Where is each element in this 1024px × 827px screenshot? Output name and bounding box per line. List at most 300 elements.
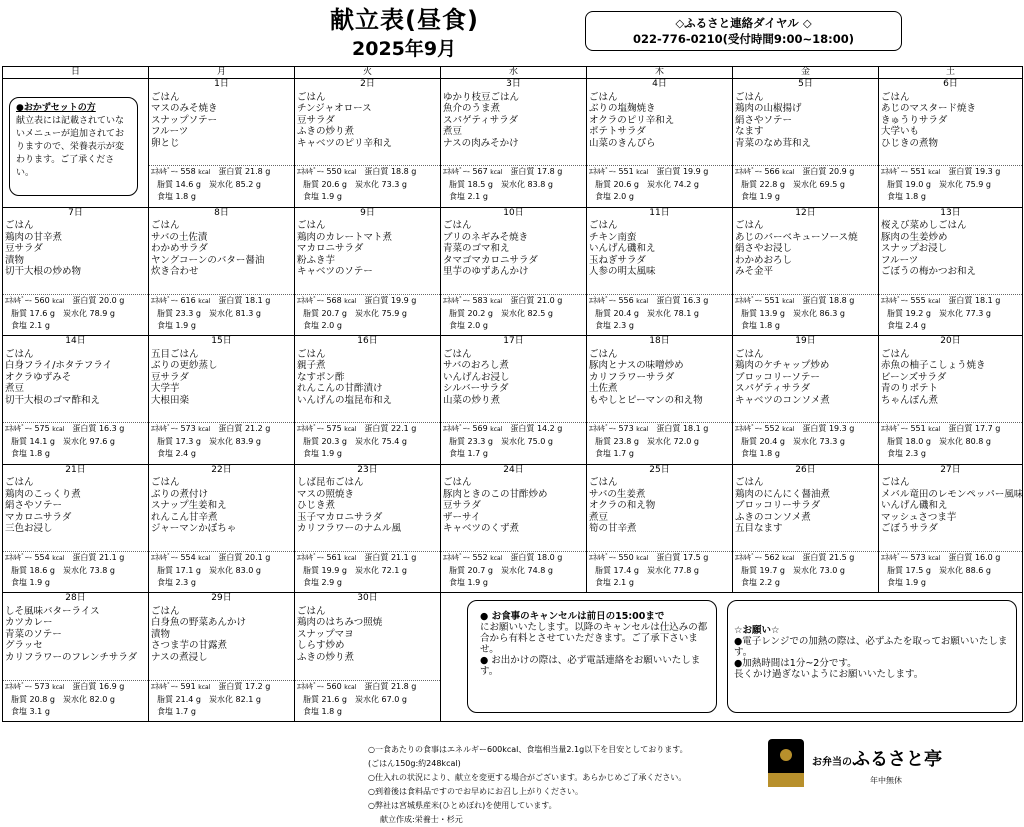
menu-item: ザーサイ bbox=[443, 511, 481, 523]
gram-unit: g bbox=[703, 552, 709, 562]
nutrition-line bbox=[443, 320, 586, 332]
menu-item: きゅうりサラダ bbox=[881, 114, 948, 126]
menu-cell bbox=[733, 92, 879, 166]
carb-label: 炭水化 bbox=[354, 694, 379, 704]
gram-unit: g bbox=[195, 437, 201, 447]
menu-item: ゆかり枝豆ごはん bbox=[443, 91, 520, 103]
carb-label: 炭水化 bbox=[62, 694, 87, 704]
fat-value: 18.0 bbox=[905, 437, 924, 447]
footer-line: ○弊社は宮城県産米(ひとめぼれ)を使用しています。 bbox=[368, 801, 557, 810]
salt-label: 食塩 bbox=[11, 706, 27, 716]
nutrition-line: ｴﾈﾙｷﾞｰ- 568 kcal 蛋白質 19.9 g bbox=[297, 295, 417, 305]
energy-value: 552 bbox=[764, 424, 780, 434]
energy-label: ｴﾈﾙｷﾞｰ bbox=[297, 167, 321, 177]
menu-cell bbox=[441, 349, 587, 423]
gram-unit: g bbox=[119, 681, 125, 691]
salt-label: 食塩 bbox=[449, 449, 465, 459]
gram-unit: g bbox=[49, 308, 55, 318]
menu-item: ごはん bbox=[297, 348, 326, 360]
nutrition-cell bbox=[879, 294, 1023, 335]
menu-item: 豆サラダ bbox=[5, 243, 43, 255]
carb-value: 97.6 bbox=[89, 437, 108, 447]
salt-label: 食塩 bbox=[741, 192, 757, 202]
kcal-unit: kcal bbox=[198, 169, 211, 177]
nutrition-line bbox=[443, 436, 586, 448]
protein-value: 18.0 bbox=[536, 552, 555, 562]
carb-label: 炭水化 bbox=[646, 308, 671, 318]
menu-item: ごはん bbox=[151, 220, 180, 232]
menu-item: カツカレー bbox=[5, 617, 53, 629]
menu-item: 白身フライ/ホタテフライ bbox=[5, 360, 113, 372]
menu-cell bbox=[733, 220, 879, 294]
nutrition-line bbox=[589, 448, 732, 460]
gram-unit: g bbox=[779, 180, 785, 190]
protein-label: 蛋白質 bbox=[510, 167, 535, 177]
nutrition-line bbox=[881, 436, 1022, 448]
gram-unit: g bbox=[995, 295, 1001, 305]
gram-unit: g bbox=[44, 577, 50, 587]
kcal-unit: kcal bbox=[490, 169, 503, 177]
request-line-2: ●加熱時間は1分~2分です。 bbox=[734, 658, 857, 669]
nutrition-line: ｴﾈﾙｷﾞｰ- 573 kcal 蛋白質 16.0 g bbox=[881, 552, 1001, 562]
nutrition-line bbox=[589, 436, 732, 448]
fat-value: 19.2 bbox=[905, 308, 924, 318]
menu-cell bbox=[733, 477, 879, 551]
carb-value: 73.3 bbox=[381, 180, 400, 190]
protein-value: 20.0 bbox=[98, 295, 117, 305]
fat-label: 脂質 bbox=[157, 180, 173, 190]
carb-label: 炭水化 bbox=[62, 437, 87, 447]
gram-unit: g bbox=[411, 552, 417, 562]
energy-label: ｴﾈﾙｷﾞｰ bbox=[297, 552, 321, 562]
carb-label: 炭水化 bbox=[500, 565, 525, 575]
kcal-unit: kcal bbox=[52, 683, 65, 691]
gram-unit: g bbox=[119, 552, 125, 562]
nutrition-cell bbox=[149, 551, 295, 592]
nutrition-line bbox=[589, 308, 732, 320]
carb-label: 炭水化 bbox=[208, 565, 233, 575]
nutrition-line: ｴﾈﾙｷﾞｰ- 551 kcal 蛋白質 18.8 g bbox=[735, 295, 855, 305]
menu-item: タマゴマカロニサラダ bbox=[443, 254, 538, 266]
protein-label: 蛋白質 bbox=[656, 167, 681, 177]
energy-label: ｴﾈﾙｷﾞｰ bbox=[5, 424, 29, 434]
nutrition-line bbox=[5, 565, 148, 577]
nutrition-row bbox=[3, 551, 1023, 592]
nutrition-line: ｴﾈﾙｷﾞｰ- 573 kcal 蛋白質 18.1 g bbox=[589, 424, 709, 434]
menu-item: 三色お浸し bbox=[5, 523, 53, 535]
salt-label: 食塩 bbox=[449, 192, 465, 202]
salt-value: 1.7 bbox=[175, 706, 189, 716]
protein-label: 蛋白質 bbox=[948, 424, 973, 434]
carb-value: 73.0 bbox=[819, 565, 838, 575]
gram-unit: g bbox=[190, 449, 196, 459]
nutrition-line bbox=[881, 565, 1022, 577]
energy-value: 583 bbox=[472, 295, 488, 305]
nutrition-cell bbox=[3, 551, 149, 592]
gram-unit: g bbox=[44, 320, 50, 330]
menu-item: カリフラワーのナムル風 bbox=[297, 523, 402, 535]
protein-value: 19.9 bbox=[390, 295, 409, 305]
menu-item: 筍の甘辛煮 bbox=[589, 523, 637, 535]
gram-unit: g bbox=[547, 308, 553, 318]
salt-label: 食塩 bbox=[11, 577, 27, 587]
nutrition-line: ｴﾈﾙｷﾞｰ- 558 kcal 蛋白質 21.8 g bbox=[151, 167, 271, 177]
fat-value: 20.8 bbox=[29, 694, 48, 704]
menu-item: 鶏肉のケチャップ炒め bbox=[735, 360, 830, 372]
salt-label: 食塩 bbox=[157, 449, 173, 459]
gram-unit: g bbox=[401, 180, 407, 190]
date-row bbox=[3, 464, 1023, 477]
protein-value: 18.8 bbox=[828, 295, 847, 305]
kcal-unit: kcal bbox=[344, 297, 357, 305]
kcal-unit: kcal bbox=[198, 554, 211, 562]
carb-label: 炭水化 bbox=[646, 437, 671, 447]
gram-unit: g bbox=[633, 308, 639, 318]
menu-item: サバの生姜煮 bbox=[589, 488, 646, 500]
carb-value: 78.1 bbox=[673, 308, 692, 318]
energy-value: 550 bbox=[326, 167, 342, 177]
nutrition-cell bbox=[879, 551, 1023, 592]
menu-item: チンジャオロース bbox=[297, 103, 372, 115]
menu-cell bbox=[587, 92, 733, 166]
date-row bbox=[3, 207, 1023, 220]
menu-item: ひじきの煮物 bbox=[881, 137, 939, 149]
nutrition-line bbox=[443, 308, 586, 320]
salt-value: 1.9 bbox=[905, 577, 919, 587]
gram-unit: g bbox=[693, 308, 699, 318]
nutrition-row bbox=[3, 423, 1023, 464]
kcal-unit: kcal bbox=[636, 554, 649, 562]
gram-unit: g bbox=[779, 308, 785, 318]
footer-notes bbox=[368, 743, 688, 827]
carb-value: 77.8 bbox=[673, 565, 692, 575]
day-number: 21日 bbox=[3, 464, 149, 477]
gram-unit: g bbox=[779, 565, 785, 575]
gram-unit: g bbox=[849, 552, 855, 562]
menu-item: ふきの炒り煮 bbox=[297, 126, 355, 138]
gram-unit: g bbox=[401, 694, 407, 704]
page-subtitle: 2025年9月 bbox=[352, 38, 457, 60]
nutrition-line bbox=[881, 448, 1022, 460]
gram-unit: g bbox=[557, 167, 563, 177]
day-number: 3日 bbox=[441, 78, 587, 91]
salt-label: 食塩 bbox=[741, 577, 757, 587]
carb-value: 74.8 bbox=[527, 565, 546, 575]
nutrition-line bbox=[881, 577, 1022, 589]
gram-unit: g bbox=[995, 167, 1001, 177]
kcal-unit: kcal bbox=[52, 426, 65, 434]
carb-value: 80.8 bbox=[965, 437, 984, 447]
gram-unit: g bbox=[703, 295, 709, 305]
weekday-header: 月 bbox=[149, 67, 295, 79]
energy-value: 551 bbox=[910, 424, 926, 434]
nutrition-line bbox=[151, 577, 294, 589]
salt-value: 1.8 bbox=[905, 192, 919, 202]
gram-unit: g bbox=[482, 320, 488, 330]
nutrition-line: ｴﾈﾙｷﾞｰ- 573 kcal 蛋白質 16.9 g bbox=[5, 681, 125, 691]
nutrition-line bbox=[443, 448, 586, 460]
carb-label: 炭水化 bbox=[208, 180, 233, 190]
menu-item: カリフラワーのフレンチサラダ bbox=[5, 651, 138, 663]
carb-value: 82.5 bbox=[527, 308, 546, 318]
day-number: 8日 bbox=[149, 207, 295, 220]
day-number: 22日 bbox=[149, 464, 295, 477]
energy-label: ｴﾈﾙｷﾞｰ bbox=[443, 167, 467, 177]
menu-item: みそ金平 bbox=[735, 266, 774, 278]
menu-item: メバル竜田のレモンペッパー風味 bbox=[881, 488, 1024, 500]
gram-unit: g bbox=[633, 180, 639, 190]
protein-value: 17.7 bbox=[974, 424, 993, 434]
carb-label: 炭水化 bbox=[646, 565, 671, 575]
salt-value: 1.9 bbox=[467, 577, 481, 587]
salt-label: 食塩 bbox=[303, 320, 319, 330]
menu-item: キャベツのコンソメ煮 bbox=[735, 394, 830, 406]
kcal-unit: kcal bbox=[344, 554, 357, 562]
menu-item: 玉子マカロニサラダ bbox=[297, 511, 383, 523]
menu-item: 人参の明太風味 bbox=[589, 266, 656, 278]
contact-phone[interactable]: 022-776-0210(受付時間9:00~18:00) bbox=[633, 32, 854, 46]
protein-value: 20.9 bbox=[828, 167, 847, 177]
gram-unit: g bbox=[190, 192, 196, 202]
fat-label: 脂質 bbox=[595, 180, 611, 190]
nutrition-line bbox=[5, 694, 148, 706]
menu-item: ごはん bbox=[735, 91, 764, 103]
footer-line: ○仕入れの状況により、献立を変更する場合がございます。あらかじめご了承ください。 bbox=[368, 773, 687, 782]
menu-item: ブロッコリーサラダ bbox=[735, 500, 821, 512]
protein-value: 21.1 bbox=[98, 552, 117, 562]
carb-label: 炭水化 bbox=[62, 565, 87, 575]
menu-item: スナップソテー bbox=[151, 114, 218, 126]
menu-item: サバのおろし煮 bbox=[443, 360, 509, 372]
energy-value: 554 bbox=[34, 552, 50, 562]
carb-value: 73.3 bbox=[819, 437, 838, 447]
gram-unit: g bbox=[255, 180, 261, 190]
day-number: 20日 bbox=[879, 336, 1023, 349]
gram-unit: g bbox=[411, 295, 417, 305]
gram-unit: g bbox=[628, 577, 634, 587]
carb-label: 炭水化 bbox=[208, 437, 233, 447]
menu-item: ぶりの煮付け bbox=[151, 488, 209, 500]
gram-unit: g bbox=[49, 565, 55, 575]
menu-cell bbox=[441, 220, 587, 294]
gram-unit: g bbox=[190, 577, 196, 587]
nutrition-line bbox=[589, 320, 732, 332]
fat-label: 脂質 bbox=[449, 437, 465, 447]
menu-item: 粉ふき芋 bbox=[297, 254, 336, 266]
nutrition-line: ｴﾈﾙｷﾞｰ- 552 kcal 蛋白質 18.0 g bbox=[443, 552, 563, 562]
gram-unit: g bbox=[487, 565, 493, 575]
nutrition-line bbox=[443, 191, 586, 203]
menu-item: 青のりポテト bbox=[881, 383, 939, 395]
menu-item: ごはん bbox=[589, 348, 618, 360]
energy-value: 562 bbox=[764, 552, 780, 562]
fat-value: 21.6 bbox=[321, 694, 340, 704]
gram-unit: g bbox=[109, 565, 115, 575]
menu-item: スナップお浸し bbox=[881, 243, 948, 255]
day-number: 30日 bbox=[295, 593, 441, 606]
carb-label: 炭水化 bbox=[62, 308, 87, 318]
menu-cell bbox=[879, 477, 1023, 551]
day-number: 13日 bbox=[879, 207, 1023, 220]
menu-item: 鶏肉のこっくり煮 bbox=[5, 488, 81, 500]
gram-unit: g bbox=[487, 308, 493, 318]
protein-value: 18.1 bbox=[974, 295, 993, 305]
fat-label: 脂質 bbox=[595, 308, 611, 318]
energy-value: 551 bbox=[618, 167, 634, 177]
menu-item: 豆サラダ bbox=[151, 371, 189, 383]
kcal-unit: kcal bbox=[928, 426, 941, 434]
footer-line: 献立作成:栄養士・杉元 bbox=[380, 815, 463, 824]
menu-item: ごはん bbox=[297, 605, 326, 617]
menu-item: れんこん甘辛煮 bbox=[151, 511, 218, 523]
menu-item: 漬物 bbox=[151, 628, 171, 640]
menu-item: 豚肉の生姜炒め bbox=[881, 231, 948, 243]
nutrition-line bbox=[297, 694, 440, 706]
day-number: 23日 bbox=[295, 464, 441, 477]
kcal-unit: kcal bbox=[198, 426, 211, 434]
menu-item: ブロッコリーソテー bbox=[735, 371, 820, 383]
menu-item: 煮豆 bbox=[589, 511, 609, 523]
nutrition-line bbox=[5, 308, 148, 320]
gram-unit: g bbox=[265, 552, 271, 562]
fat-label: 脂質 bbox=[741, 437, 757, 447]
carb-value: 81.3 bbox=[235, 308, 254, 318]
fat-value: 19.7 bbox=[759, 565, 778, 575]
fat-label: 脂質 bbox=[449, 180, 465, 190]
menu-item: 鶏肉のはちみつ照焼 bbox=[297, 617, 383, 629]
fat-label: 脂質 bbox=[887, 180, 903, 190]
menu-item: 絹さやソテー bbox=[735, 114, 793, 126]
nutrition-line bbox=[151, 706, 294, 718]
nutrition-cell bbox=[149, 680, 295, 721]
nutrition-line: ｴﾈﾙｷﾞｰ- 552 kcal 蛋白質 19.3 g bbox=[735, 424, 855, 434]
brand-logo bbox=[768, 739, 944, 799]
energy-value: 573 bbox=[180, 424, 196, 434]
protein-value: 17.8 bbox=[536, 167, 555, 177]
fat-label: 脂質 bbox=[741, 308, 757, 318]
gram-unit: g bbox=[779, 437, 785, 447]
nutrition-cell bbox=[295, 294, 441, 335]
day-number: 29日 bbox=[149, 593, 295, 606]
menu-item: れんこんの甘酢漬け bbox=[297, 383, 383, 395]
menu-item: 豆サラダ bbox=[443, 500, 481, 512]
energy-value: 569 bbox=[472, 424, 488, 434]
salt-label: 食塩 bbox=[449, 320, 465, 330]
energy-value: 560 bbox=[326, 681, 342, 691]
menu-cell bbox=[879, 92, 1023, 166]
menu-item: 山菜の炒り煮 bbox=[443, 394, 501, 406]
menu-item: 豆サラダ bbox=[297, 114, 335, 126]
fat-value: 14.6 bbox=[175, 180, 194, 190]
energy-label: ｴﾈﾙｷﾞｰ bbox=[297, 295, 321, 305]
protein-value: 19.3 bbox=[974, 167, 993, 177]
footer-line: ○一食あたりの食事はエネルギー600kcal、食塩相当量2.1g以下を目安としております。 bbox=[368, 745, 688, 754]
fat-label: 脂質 bbox=[887, 437, 903, 447]
nutrition-line bbox=[589, 191, 732, 203]
energy-value: 550 bbox=[618, 552, 634, 562]
menu-item: ごはん bbox=[589, 220, 618, 232]
menu-cell bbox=[295, 349, 441, 423]
menu-cell bbox=[3, 349, 149, 423]
salt-value: 1.9 bbox=[321, 192, 335, 202]
fat-value: 20.3 bbox=[321, 437, 340, 447]
menu-item: ごはん bbox=[881, 477, 910, 489]
carb-value: 74.2 bbox=[673, 180, 692, 190]
nutrition-line bbox=[589, 179, 732, 191]
gram-unit: g bbox=[995, 552, 1001, 562]
gram-unit: g bbox=[487, 180, 493, 190]
gram-unit: g bbox=[839, 180, 845, 190]
salt-label: 食塩 bbox=[157, 192, 173, 202]
fat-value: 21.4 bbox=[175, 694, 194, 704]
logo-subtext: 年中無休 bbox=[870, 776, 902, 785]
nutrition-line bbox=[735, 320, 878, 332]
nutrition-line bbox=[589, 565, 732, 577]
menu-item: マッシュさつま芋 bbox=[881, 511, 957, 523]
gram-unit: g bbox=[44, 706, 50, 716]
nutrition-line: ｴﾈﾙｷﾞｰ- 554 kcal 蛋白質 21.1 g bbox=[5, 552, 125, 562]
fat-value: 20.4 bbox=[613, 308, 632, 318]
gram-unit: g bbox=[920, 577, 926, 587]
day-number: 4日 bbox=[587, 78, 733, 91]
fat-value: 22.8 bbox=[759, 180, 778, 190]
salt-label: 食塩 bbox=[303, 192, 319, 202]
carb-value: 77.3 bbox=[965, 308, 984, 318]
salt-label: 食塩 bbox=[595, 449, 611, 459]
energy-label: ｴﾈﾙｷﾞｰ bbox=[151, 552, 175, 562]
menu-item: もやしとピーマンの和え物 bbox=[589, 394, 703, 406]
gram-unit: g bbox=[255, 565, 261, 575]
menu-item: 桜えび菜めしごはん bbox=[881, 220, 967, 232]
salt-value: 2.9 bbox=[321, 577, 335, 587]
nutrition-cell bbox=[733, 551, 879, 592]
gram-unit: g bbox=[839, 565, 845, 575]
fat-label: 脂質 bbox=[449, 308, 465, 318]
carb-label: 炭水化 bbox=[938, 308, 963, 318]
nutrition-line: ｴﾈﾙｷﾞｰ- 560 kcal 蛋白質 21.8 g bbox=[297, 681, 417, 691]
protein-label: 蛋白質 bbox=[364, 167, 389, 177]
nutrition-cell bbox=[587, 423, 733, 464]
nutrition-cell bbox=[441, 551, 587, 592]
day-number: 25日 bbox=[587, 464, 733, 477]
date-row bbox=[3, 336, 1023, 349]
fat-label: 脂質 bbox=[303, 308, 319, 318]
fat-value: 17.1 bbox=[175, 565, 194, 575]
salt-value: 2.0 bbox=[467, 320, 481, 330]
menu-item: いんげん磯和え bbox=[589, 243, 656, 255]
gram-unit: g bbox=[109, 437, 115, 447]
fat-label: 脂質 bbox=[303, 565, 319, 575]
menu-item: ごはん bbox=[5, 348, 34, 360]
carb-value: 73.8 bbox=[89, 565, 108, 575]
fat-value: 19.9 bbox=[321, 565, 340, 575]
gram-unit: g bbox=[985, 308, 991, 318]
nutrition-line: ｴﾈﾙｷﾞｰ- 569 kcal 蛋白質 14.2 g bbox=[443, 424, 563, 434]
protein-value: 21.5 bbox=[828, 552, 847, 562]
menu-item: 漬物 bbox=[5, 254, 25, 266]
salt-value: 2.1 bbox=[613, 577, 627, 587]
menu-item: マカロニサラダ bbox=[5, 511, 72, 523]
gram-unit: g bbox=[628, 449, 634, 459]
menu-item: あじのバーベキューソース焼 bbox=[735, 231, 858, 243]
energy-value: 556 bbox=[618, 295, 634, 305]
menu-item: あじのマスタード焼き bbox=[881, 103, 977, 115]
nutrition-cell bbox=[587, 294, 733, 335]
energy-label: ｴﾈﾙｷﾞｰ bbox=[443, 295, 467, 305]
gram-unit: g bbox=[703, 167, 709, 177]
nutrition-row bbox=[3, 166, 1023, 207]
protein-label: 蛋白質 bbox=[948, 295, 973, 305]
